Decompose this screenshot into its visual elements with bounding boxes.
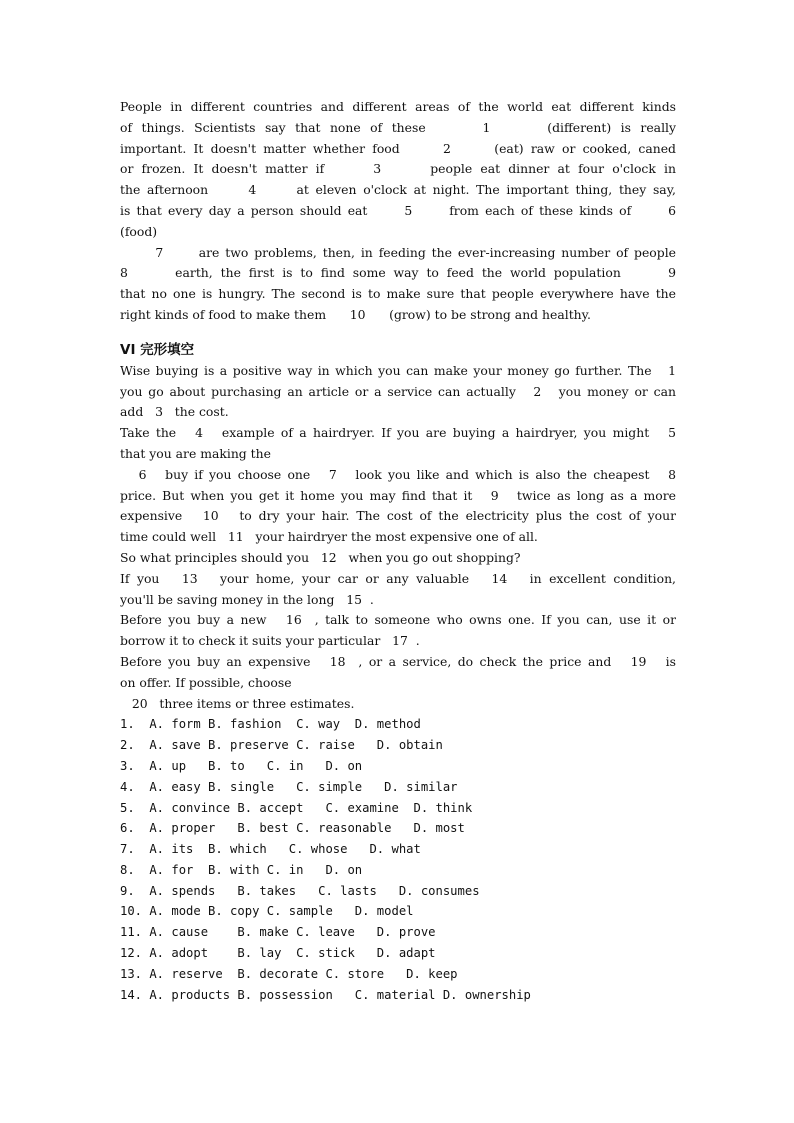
cloze-line: borrow it to check it suits your particular 17 .	[120, 633, 420, 649]
cloze-line: that you are making the	[120, 445, 271, 461]
cloze-line: So what principles should you 12 when you go out shopping?	[120, 549, 521, 565]
passage-line: of things. Scientists say that none of these 1 (different) is really	[120, 119, 676, 135]
option-row: 5. A. convince B. accept C. examine D. think	[120, 800, 473, 815]
option-row: 11. A. cause B. make C. leave D. prove	[120, 925, 436, 940]
cloze-line: Before you buy an expensive 18 , or a service, do check the price and 19 is	[120, 653, 676, 669]
passage-line: or frozen. It doesn't matter if 3 people eat dinner at four o'clock in	[120, 161, 676, 177]
passage-line: 8 earth, the first is to find some way to feed the world population 9	[120, 265, 676, 281]
cloze-line: 20 three items or three estimates.	[120, 695, 355, 711]
cloze-line: you'll be saving money in the long 15 .	[120, 591, 374, 607]
document-page	[120, 97, 676, 1005]
cloze-section	[120, 339, 676, 715]
cloze-line: Before you buy a new 16 , talk to someone who owns one. If you can, use it or	[120, 612, 676, 628]
passage-line: is that every day a person should eat 5 from each of these kinds of 6	[120, 202, 676, 218]
cloze-line: Wise buying is a positive way in which you can make your money go further. The 1	[120, 362, 676, 378]
cloze-line: you go about purchasing an article or a service can actually 2 you money or can	[120, 383, 676, 399]
cloze-line: If you 13 your home, your car or any valuable 14 in excellent condition,	[120, 570, 676, 586]
passage-line: the afternoon 4 at eleven o'clock at night. The important thing, they say,	[120, 182, 676, 198]
option-row: 14. A. products B. possession C. material D. ownership	[120, 987, 531, 1002]
cloze-line: on offer. If possible, choose	[120, 674, 292, 690]
option-row: 1. A. form B. fashion C. way D. method	[120, 717, 421, 732]
option-row: 2. A. save B. preserve C. raise D. obtain	[120, 738, 443, 753]
passage-line: People in different countries and different areas of the world eat different kinds	[120, 99, 676, 114]
cloze-line: add 3 the cost.	[120, 404, 229, 420]
passage-line: important. It doesn't matter whether food 2 (eat) raw or cooked, caned	[120, 140, 676, 156]
option-row: 3. A. up B. to C. in D. on	[120, 758, 363, 773]
cloze-line: Take the 4 example of a hairdryer. If you are buying a hairdryer, you might 5	[120, 425, 676, 441]
passage-line: (food)	[120, 223, 158, 239]
option-row: 13. A. reserve B. decorate C. store D. keep	[120, 966, 458, 981]
reading-passage	[120, 97, 676, 326]
cloze-line: 6 buy if you choose one 7 look you like and which is also the cheapest 8	[120, 466, 676, 482]
option-row: 6. A. proper B. best C. reasonable D. most	[120, 821, 465, 836]
cloze-line: price. But when you get it home you may find that it 9 twice as long as a more	[120, 487, 676, 503]
passage-line: that no one is hungry. The second is to make sure that people everywhere have the	[120, 286, 676, 302]
cloze-line: expensive 10 to dry your hair. The cost of the electricity plus the cost of your	[120, 508, 676, 524]
section-heading: VI 完形填空	[120, 341, 195, 358]
answer-options	[120, 714, 676, 1005]
option-row: 7. A. its B. which C. whose D. what	[120, 842, 421, 857]
option-row: 10. A. mode B. copy C. sample D. model	[120, 904, 414, 919]
option-row: 4. A. easy B. single C. simple D. similar	[120, 779, 458, 794]
option-row: 8. A. for B. with C. in D. on	[120, 862, 363, 877]
passage-line: 7 are two problems, then, in feeding the ever-increasing number of people	[120, 244, 676, 260]
option-row: 9. A. spends B. takes C. lasts D. consumes	[120, 883, 480, 898]
passage-line: right kinds of food to make them 10 (grow) to be strong and healthy.	[120, 306, 591, 322]
option-row: 12. A. adopt B. lay C. stick D. adapt	[120, 946, 436, 961]
cloze-line: time could well 11 your hairdryer the most expensive one of all.	[120, 529, 538, 545]
